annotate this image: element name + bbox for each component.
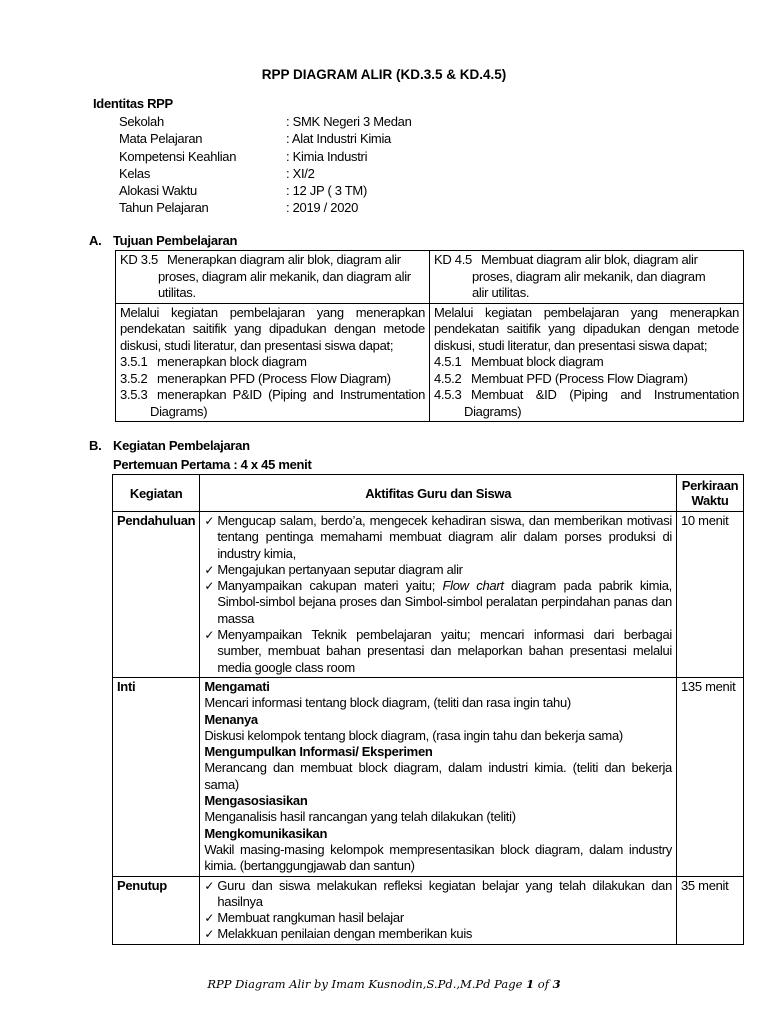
phase-label: Penutup [113,876,200,944]
kd-code: KD 4.5 [434,252,472,267]
check-icon: ✓ [204,628,215,643]
check-icon: ✓ [204,579,215,594]
kd-code: KD 3.5 [120,252,158,267]
indikator-num: 3.5.1 [120,354,148,369]
section-letter: A. [89,233,102,248]
document-title: RPP DIAGRAM ALIR (KD.3.5 & KD.4.5) [261,67,507,82]
step-text: Menganalisis hasil rancangan yang telah dilakukan (teliti) [204,809,516,825]
list-item [204,578,672,627]
check-icon: ✓ [204,911,215,926]
table-row-inti [113,677,744,876]
indikator-text-cont: Diagrams) [150,403,208,419]
activity-text-italic: Flow chart [442,578,504,594]
identitas-row-kompetensi [93,148,412,165]
indikator-intro: Melalui kegiatan pembelajaran yang menerapkan pendekatan saitifik yang dipadukan dengan metode diskusi, studi literatur, dan presentasi siswa dapat; [120,304,425,353]
identitas-row-sekolah [93,113,412,130]
header-kegiatan: Kegiatan [113,475,200,512]
identitas-value: : 12 JP ( 3 TM) [286,183,367,199]
page-total: 3 [552,977,561,991]
section-a-heading [89,233,237,248]
indikator-item [120,387,425,404]
activity-text: Membuat rangkuman hasil belajar [217,910,404,926]
identitas-value: : 2019 / 2020 [286,200,358,216]
indikator-num: 3.5.2 [120,370,148,386]
step-text: Wakil masing-masing kelompok mempresentasikan block diagram, dalam industry kimia. (bertanggungjawab dan santun) [204,841,672,874]
identitas-label: Alokasi Waktu [119,183,197,199]
page-footer [0,977,768,991]
indikator-num: 4.5.2 [434,370,462,386]
step-heading: Mengamati [204,678,270,694]
step-heading: Mengkomunikasikan [204,825,328,841]
list-item [204,910,672,926]
list-item [204,562,672,578]
tujuan-indikator-row [116,303,744,422]
indikator-item [434,371,739,388]
activity-text: Mengucap salam, berdo’a, mengecek kehadiran siswa, dan memberikan motivasi tentang pentinga memahami membuat diagram alir dalam porses produksi di industry kimia, [217,513,672,561]
identitas-value: : XI/2 [286,165,315,181]
page-number: 1 [526,977,535,991]
table-row-pendahuluan [113,512,744,678]
phase-label: Inti [113,677,200,876]
identitas-label: Kompetensi Keahlian [119,148,237,164]
identitas-value: : Kimia Industri [286,148,368,164]
identitas-section [93,96,412,217]
check-icon: ✓ [204,562,215,577]
list-item [204,878,672,911]
identitas-row-kelas [93,165,412,182]
identitas-label: Tahun Pelajaran [119,200,209,216]
kd-text: alir utilitas. [472,285,530,300]
footer-of: of [534,977,553,991]
indikator-text: menerapkan block diagram [157,354,307,369]
identitas-row-tahun [93,199,412,216]
kegiatan-table [112,474,744,945]
identitas-heading: Identitas RPP [93,96,173,111]
indikator-item [434,387,739,404]
activity-text: diagram pada pabrik kimia, Simbol-simbol bejana proses dan Simbol-simbol peralatan perpindahan panas dan massa [217,578,672,626]
step-text: Mencari informasi tentang block diagram, (teliti dan rasa ingin tahu) [204,695,571,711]
kd-text: utilitas. [158,285,196,300]
step-heading: Mengumpulkan Informasi/ Eksperimen [204,744,433,760]
identitas-value: : Alat Industri Kimia [286,131,391,147]
table-row-penutup [113,876,744,944]
identitas-label: Mata Pelajaran [119,131,203,147]
activities-cell [200,876,677,944]
indikator-45-cell [430,303,744,422]
identitas-label: Kelas [119,165,151,181]
indikator-text: menerapkan P&ID (Piping and Instrumentation [157,387,425,402]
activity-text: Mengajukan pertanyaan seputar diagram alir [217,561,463,577]
indikator-text: menerapkan PFD (Process Flow Diagram) [157,370,391,386]
activities-cell [200,677,677,876]
section-title: Tujuan Pembelajaran [113,233,238,248]
kd-text: Menerapkan diagram alir blok, diagram alir [167,252,401,267]
identitas-label: Sekolah [119,114,164,129]
activity-text-group [217,578,672,627]
check-icon: ✓ [204,927,215,942]
time-cell: 135 menit [677,677,744,876]
phase-label: Pendahuluan [113,512,200,678]
indikator-num: 4.5.1 [434,354,462,369]
kd-text: Membuat diagram alir blok, diagram alir [481,252,698,267]
section-b-heading [89,438,250,453]
activity-text: Menyampaikan Teknik pembelajaran yaitu; mencari informasi dari berbagai sumber, membuat bahan presentasi dan melaporkan bahan presentasi melalui media google class room [217,627,672,675]
list-item [204,627,672,676]
step-text: Diskusi kelompok tentang block diagram, (rasa ingin tahu dan bekerja sama) [204,727,623,743]
table-header-row [113,475,744,512]
time-cell: 35 menit [677,876,744,944]
list-item [204,926,672,942]
indikator-num: 4.5.3 [434,387,462,402]
kd-45-cell [430,251,744,304]
activity-text: Guru dan siswa melakukan refleksi kegiatan belajar yang telah dilakukan dan hasilnya [217,877,672,909]
activity-text: Manyampaikan cakupan materi yaitu; [217,578,443,594]
footer-text: RPP Diagram Alir by Imam Kusnodin,S.Pd.,M.Pd Page [207,977,527,991]
identitas-value: : SMK Negeri 3 Medan [286,114,412,129]
indikator-intro: Melalui kegiatan pembelajaran yang menerapkan pendekatan saitifik yang dipadukan dengan metode diskusi, studi literatur, dan presentasi siswa dapat; [434,304,739,353]
tujuan-table [115,250,744,422]
kd-35-cell [116,251,430,304]
indikator-item [434,354,739,371]
tujuan-kd-row [116,251,744,304]
identitas-row-mapel [93,130,412,147]
indikator-35-cell [116,303,430,422]
indikator-item [120,354,425,371]
check-icon: ✓ [204,514,215,528]
step-text: Merancang dan membuat block diagram, dalam industri kimia. (teliti dan bekerja sama) [204,760,672,792]
step-heading: Menanya [204,711,258,727]
indikator-text-cont: Diagrams) [464,403,522,419]
activity-text: Melakkuan penilaian dengan memberikan kuis [217,926,473,942]
header-aktifitas: Aktifitas Guru dan Siswa [200,475,677,512]
identitas-row-alokasi [93,182,412,199]
step-heading: Mengasosiasikan [204,793,308,809]
indikator-text: Membuat PFD (Process Flow Diagram) [471,370,688,386]
activities-cell [200,512,677,678]
kd-text: proses, diagram alir mekanik, dan diagram alir [158,268,411,284]
time-cell: 10 menit [677,512,744,678]
section-letter: B. [89,438,102,453]
list-item [204,513,672,562]
pertemuan-heading: Pertemuan Pertama : 4 x 45 menit [113,457,312,472]
kd-text: proses, diagram alir mekanik, dan diagram [472,268,706,284]
section-title: Kegiatan Pembelajaran [113,438,250,453]
check-icon: ✓ [204,878,215,893]
indikator-num: 3.5.3 [120,387,148,402]
indikator-item [120,371,425,388]
header-waktu: Perkiraan Waktu [677,475,744,512]
indikator-text: Membuat block diagram [471,354,604,369]
indikator-text: Membuat &ID (Piping and Instrumentation [471,387,739,402]
